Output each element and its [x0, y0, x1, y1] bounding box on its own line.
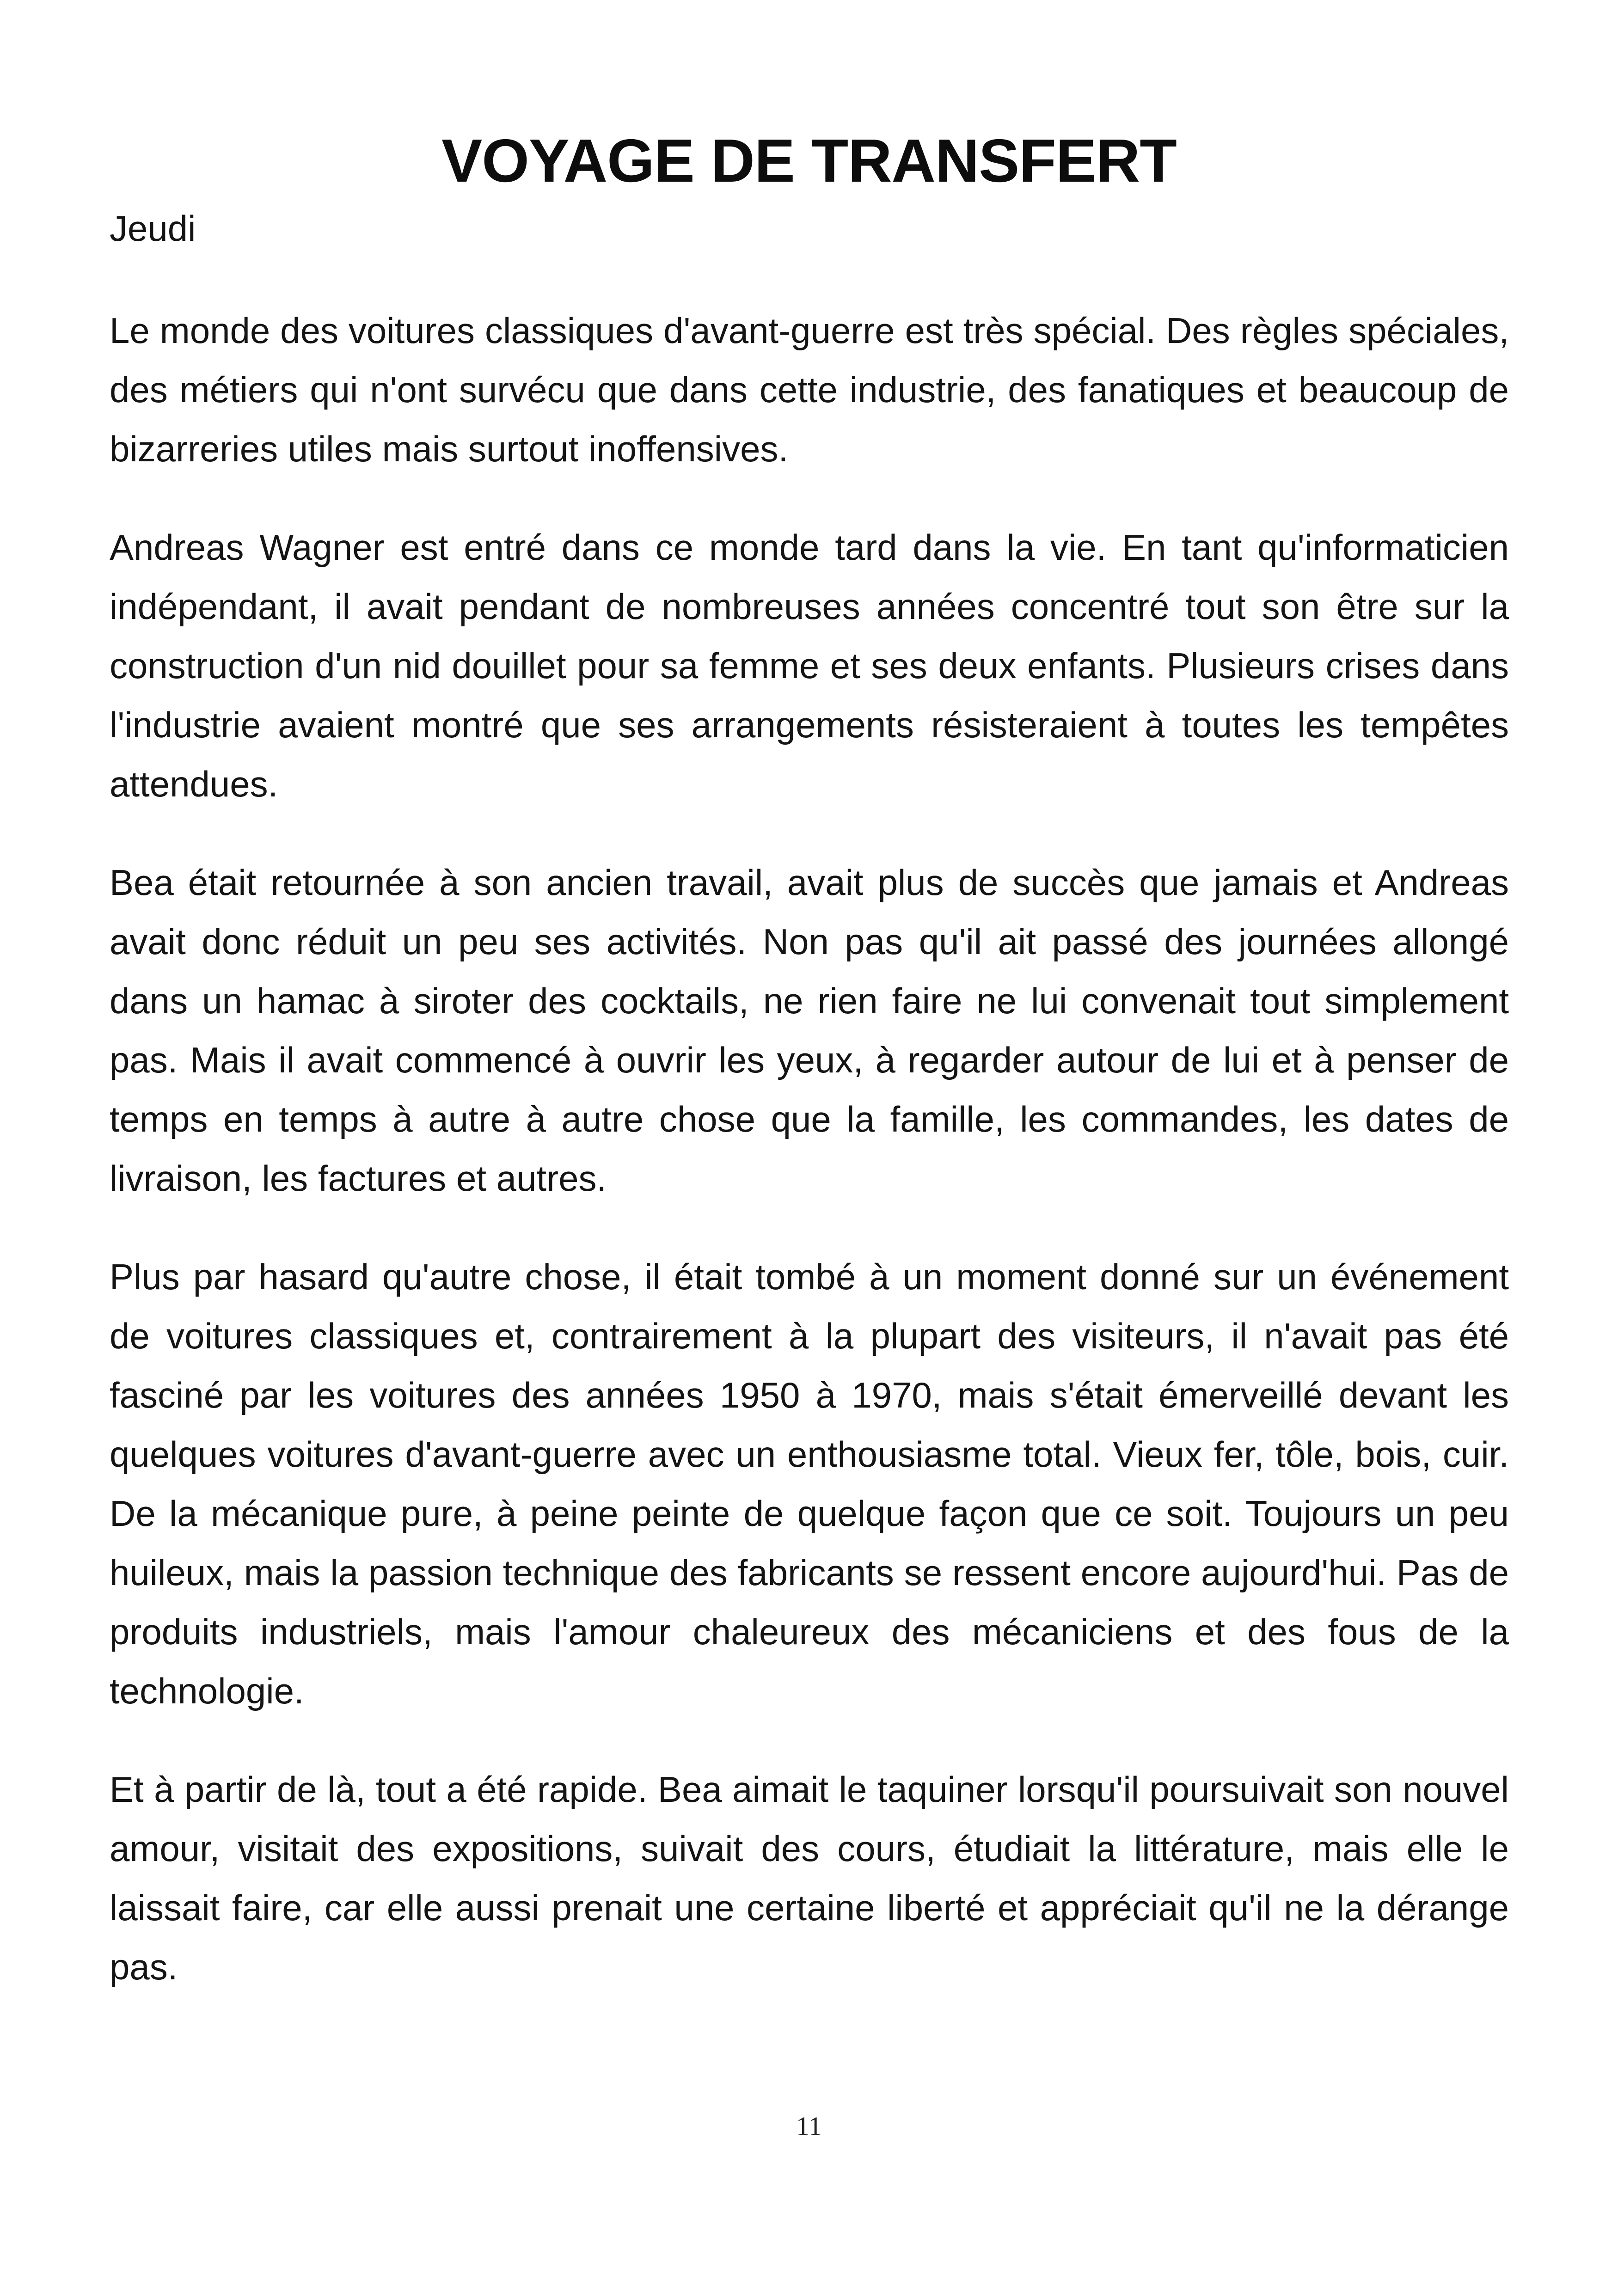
- paragraph-5: Et à partir de là, tout a été rapide. Bea aimait le taquiner lorsqu'il poursuivait son nouvel amour, visitait des expositions, suivait des cours, étudiait la littérature, mais elle le laissait faire, car elle aussi prenait une certaine liberté et appréciait qu'il ne la dérange pas.: [110, 1769, 1509, 1987]
- paragraph-1: Le monde des voitures classiques d'avant-guerre est très spécial. Des règles spéciales, des métiers qui n'ont survécu que dans cette industrie, des fanatiques et beaucoup de bizarreries utiles mais surtout inoffensives.: [110, 310, 1509, 469]
- paragraph-3: Bea était retournée à son ancien travail, avait plus de succès que jamais et Andreas avait donc réduit un peu ses activités. Non pas qu'il ait passé des journées allongé dans un hamac à siroter des cocktails, ne rien faire ne lui convenait tout simplement pas. Mais il avait commencé à ouvrir les yeux, à regarder autour de lui et à penser de temps en temps à autre à autre chose que la famille, les commandes, les dates de livraison, les factures et autres.: [110, 862, 1509, 1199]
- page-title: VOYAGE DE TRANSFERT: [441, 127, 1177, 195]
- paragraph-4: Plus par hasard qu'autre chose, il était tombé à un moment donné sur un événement de voitures classiques et, contrairement à la plupart des visiteurs, il n'avait pas été fasciné par les voitures des années 1950 à 1970, mais s'était émerveillé devant les quelques voitures d'avant-guerre avec un enthousiasme total. Vieux fer, tôle, bois, cuir. De la mécanique pure, à peine peinte de quelque façon que ce soit. Toujours un peu huileux, mais la passion technique des fabricants se ressent encore aujourd'hui. Pas de produits industriels, mais l'amour chaleureux des mécaniciens et des fous de la technologie.: [110, 1256, 1509, 1711]
- paragraph-2: Andreas Wagner est entré dans ce monde tard dans la vie. En tant qu'informaticien indépendant, il avait pendant de nombreuses années concentré tout son être sur la construction d'un nid douillet pour sa femme et ses deux enfants. Plusieurs crises dans l'industrie avaient montré que ses arrangements résisteraient à toutes les tempêtes attendues.: [110, 527, 1509, 804]
- page-number: 11: [796, 2111, 822, 2141]
- day-heading: Jeudi: [110, 208, 196, 249]
- body-text: [110, 199, 1509, 2036]
